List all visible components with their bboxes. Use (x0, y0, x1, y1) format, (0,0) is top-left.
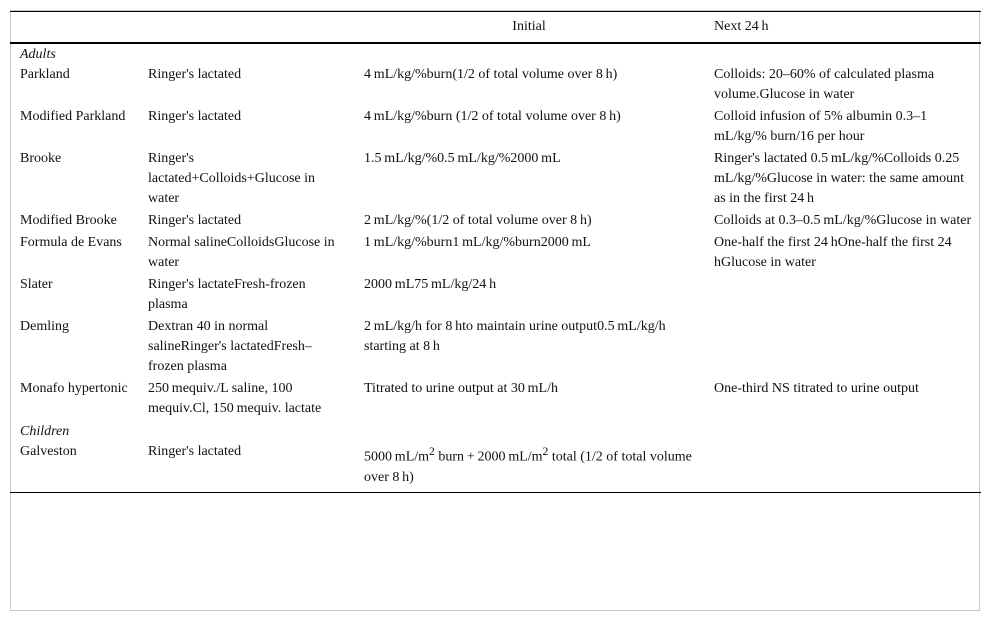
group-row-adults (10, 43, 981, 65)
method-name: Formula de Evans (20, 235, 122, 250)
next-24h-cell: One-half the first 24 hOne-half the first 24 hGlucose in water (714, 235, 955, 270)
method-name: Galveston (20, 444, 77, 459)
group-label-adults: Adults (20, 47, 56, 62)
table-row (10, 275, 981, 317)
initial-cell: 4 mL/kg/%burn (1/2 of total volume over 8 h) (364, 109, 621, 124)
fluid-resuscitation-table (10, 11, 981, 493)
table-row (10, 65, 981, 107)
next-24h-cell: Colloids: 20–60% of calculated plasma volume.Glucose in water (714, 67, 935, 102)
initial-cell: 1 mL/kg/%burn1 mL/kg/%burn2000 mL (364, 235, 591, 250)
initial-text-part: 5000 mL/m (364, 449, 430, 465)
method-name: Brooke (20, 151, 62, 166)
initial-cell: 1.5 mL/kg/%0.5 mL/kg/%2000 mL (364, 151, 561, 166)
next-24h-cell (704, 442, 981, 492)
initial-cell: 4 mL/kg/%burn(1/2 of total volume over 8 h) (364, 67, 618, 82)
fluid-cell: Ringer's lactateFresh-frozen plasma (148, 277, 306, 312)
method-name: Slater (20, 277, 53, 292)
header-next-24h: Next 24 h (714, 19, 769, 34)
initial-text-part: total (1/2 of total volume over 8 h) (364, 449, 692, 485)
method-name: Parkland (20, 67, 70, 82)
fluid-cell: Normal salineColloidsGlucose in water (148, 235, 335, 270)
next-24h-cell: Colloid infusion of 5% albumin 0.3–1 mL/kg/% burn/16 per hour (714, 109, 930, 144)
table-row (10, 149, 981, 211)
initial-cell: Titrated to urine output at 30 mL/h (364, 381, 558, 396)
group-label-children: Children (20, 424, 70, 439)
fluid-cell: Ringer's lactated (148, 213, 242, 228)
next-24h-cell: One-third NS titrated to urine output (714, 381, 919, 396)
superscript-two: 2 (542, 445, 549, 458)
method-name: Modified Brooke (20, 213, 117, 228)
superscript-two: 2 (429, 445, 435, 458)
initial-cell (354, 442, 704, 492)
fluid-cell: Dextran 40 in normal salineRinger's lactatedFresh–frozen plasma (148, 319, 312, 374)
table-row (10, 211, 981, 233)
next-24h-cell (704, 275, 981, 317)
fluid-cell: 250 mequiv./L saline, 100 mequiv.Cl, 150 mequiv. lactate (148, 381, 322, 416)
header-method (10, 12, 138, 44)
method-name: Modified Parkland (20, 109, 126, 124)
fluid-cell: Ringer's lactated (148, 109, 242, 124)
initial-cell: 2000 mL75 mL/kg/24 h (364, 277, 497, 292)
table-row (10, 107, 981, 149)
group-row-children (10, 421, 981, 442)
method-name: Monafo hypertonic (20, 381, 128, 396)
header-fluid (138, 12, 354, 44)
initial-cell: 2 mL/kg/h for 8 hto maintain urine output0.5 mL/kg/h starting at 8 h (364, 319, 666, 354)
header-initial: Initial (512, 19, 546, 34)
table-row (10, 379, 981, 421)
fluid-cell: Ringer's lactated (148, 67, 242, 82)
table-row (10, 233, 981, 275)
initial-text-part: burn + 2000 mL/m (434, 449, 543, 465)
fluid-cell: Ringer's lactated+Colloids+Glucose in water (148, 151, 316, 206)
table-row (10, 442, 981, 492)
method-name: Demling (20, 319, 69, 334)
next-24h-cell: Ringer's lactated 0.5 mL/kg/%Colloids 0.25 mL/kg/%Glucose in water: the same amount as in the first 24 h (714, 151, 964, 206)
table-header-row (10, 12, 981, 44)
initial-cell: 2 mL/kg/%(1/2 of total volume over 8 h) (364, 213, 592, 228)
next-24h-cell: Colloids at 0.3–0.5 mL/kg/%Glucose in water (714, 213, 972, 228)
table-row (10, 317, 981, 379)
fluid-cell: Ringer's lactated (148, 444, 242, 459)
next-24h-cell (704, 317, 981, 379)
